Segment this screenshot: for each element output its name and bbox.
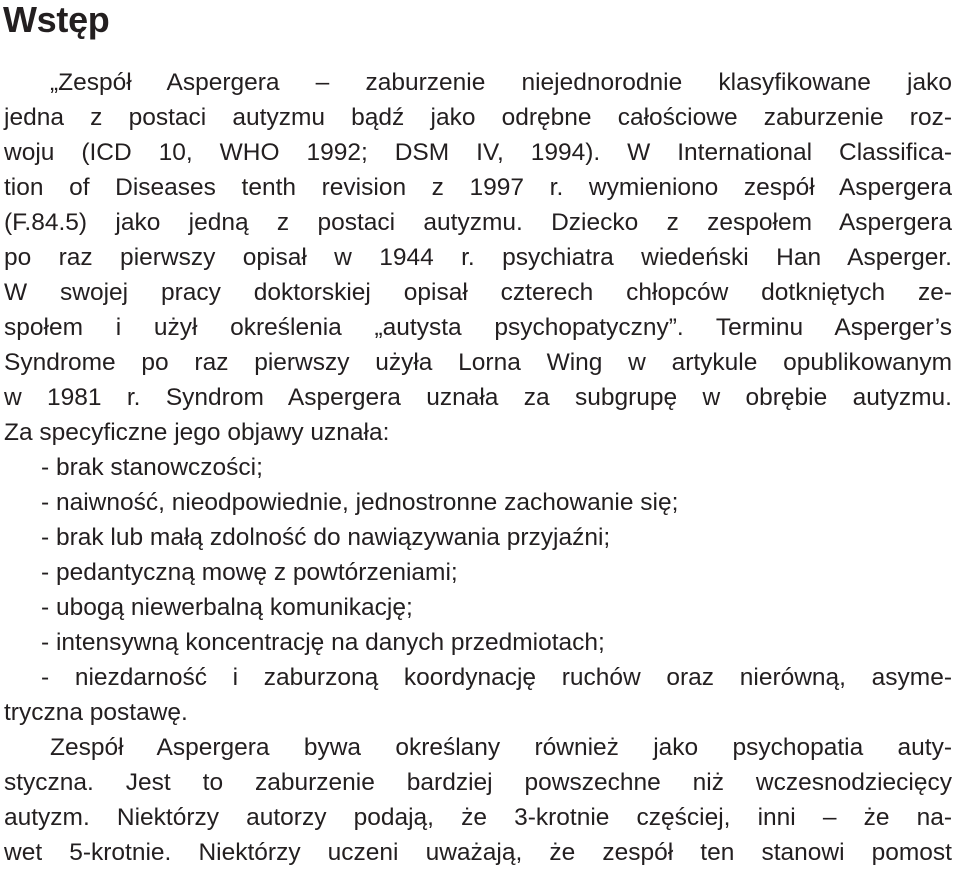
paragraph-line: W swojej pracy doktorskiej opisał czterech chłopców dotkniętych ze- [4, 279, 952, 306]
list-item: - pedantyczną mowę z powtórzeniami; [41, 559, 458, 586]
paragraph-line: jedna z postaci autyzmu bądź jako odrębne całościowe zaburzenie roz- [4, 104, 952, 131]
paragraph-line: społem i użył określenia „autysta psychopatyczny”. Terminu Asperger’s [4, 314, 952, 341]
paragraph-line: woju (ICD 10, WHO 1992; DSM IV, 1994). W International Classifica- [4, 139, 952, 166]
paragraph-line: styczna. Jest to zaburzenie bardziej powszechne niż wczesnodziecięcy [4, 769, 952, 796]
paragraph-line: „Zespół Aspergera – zaburzenie niejednorodnie klasyfikowane jako [50, 69, 952, 96]
list-item: - naiwność, nieodpowiednie, jednostronne zachowanie się; [41, 489, 679, 516]
paragraph-line: Za specyficzne jego objawy uznała: [4, 419, 390, 446]
list-item: - brak stanowczości; [41, 454, 263, 481]
list-item: - ubogą niewerbalną komunikację; [41, 594, 413, 621]
paragraph-line: wet 5-krotnie. Niektórzy uczeni uważają, że zespół ten stanowi pomost [4, 839, 952, 866]
paragraph-line: autyzm. Niektórzy autorzy podają, że 3-krotnie częściej, inni – że na- [4, 804, 952, 831]
section-heading: Wstęp [3, 0, 110, 40]
paragraph-line: (F.84.5) jako jedną z postaci autyzmu. Dziecko z zespołem Aspergera [4, 209, 952, 236]
paragraph-line: w 1981 r. Syndrom Aspergera uznała za subgrupę w obrębie autyzmu. [4, 384, 952, 411]
list-item: - niezdarność i zaburzoną koordynację ruchów oraz nierówną, asyme- [41, 664, 952, 691]
paragraph-line: po raz pierwszy opisał w 1944 r. psychiatra wiedeński Han Asperger. [4, 244, 952, 271]
paragraph-line: Syndrome po raz pierwszy użyła Lorna Wing w artykule opublikowanym [4, 349, 952, 376]
list-item: - intensywną koncentrację na danych przedmiotach; [41, 629, 605, 656]
paragraph-line: tion of Diseases tenth revision z 1997 r. wymieniono zespół Aspergera [4, 174, 952, 201]
paragraph-line: Zespół Aspergera bywa określany również jako psychopatia auty- [50, 734, 952, 761]
list-item-continuation: tryczna postawę. [4, 699, 188, 726]
list-item: - brak lub małą zdolność do nawiązywania przyjaźni; [41, 524, 611, 551]
